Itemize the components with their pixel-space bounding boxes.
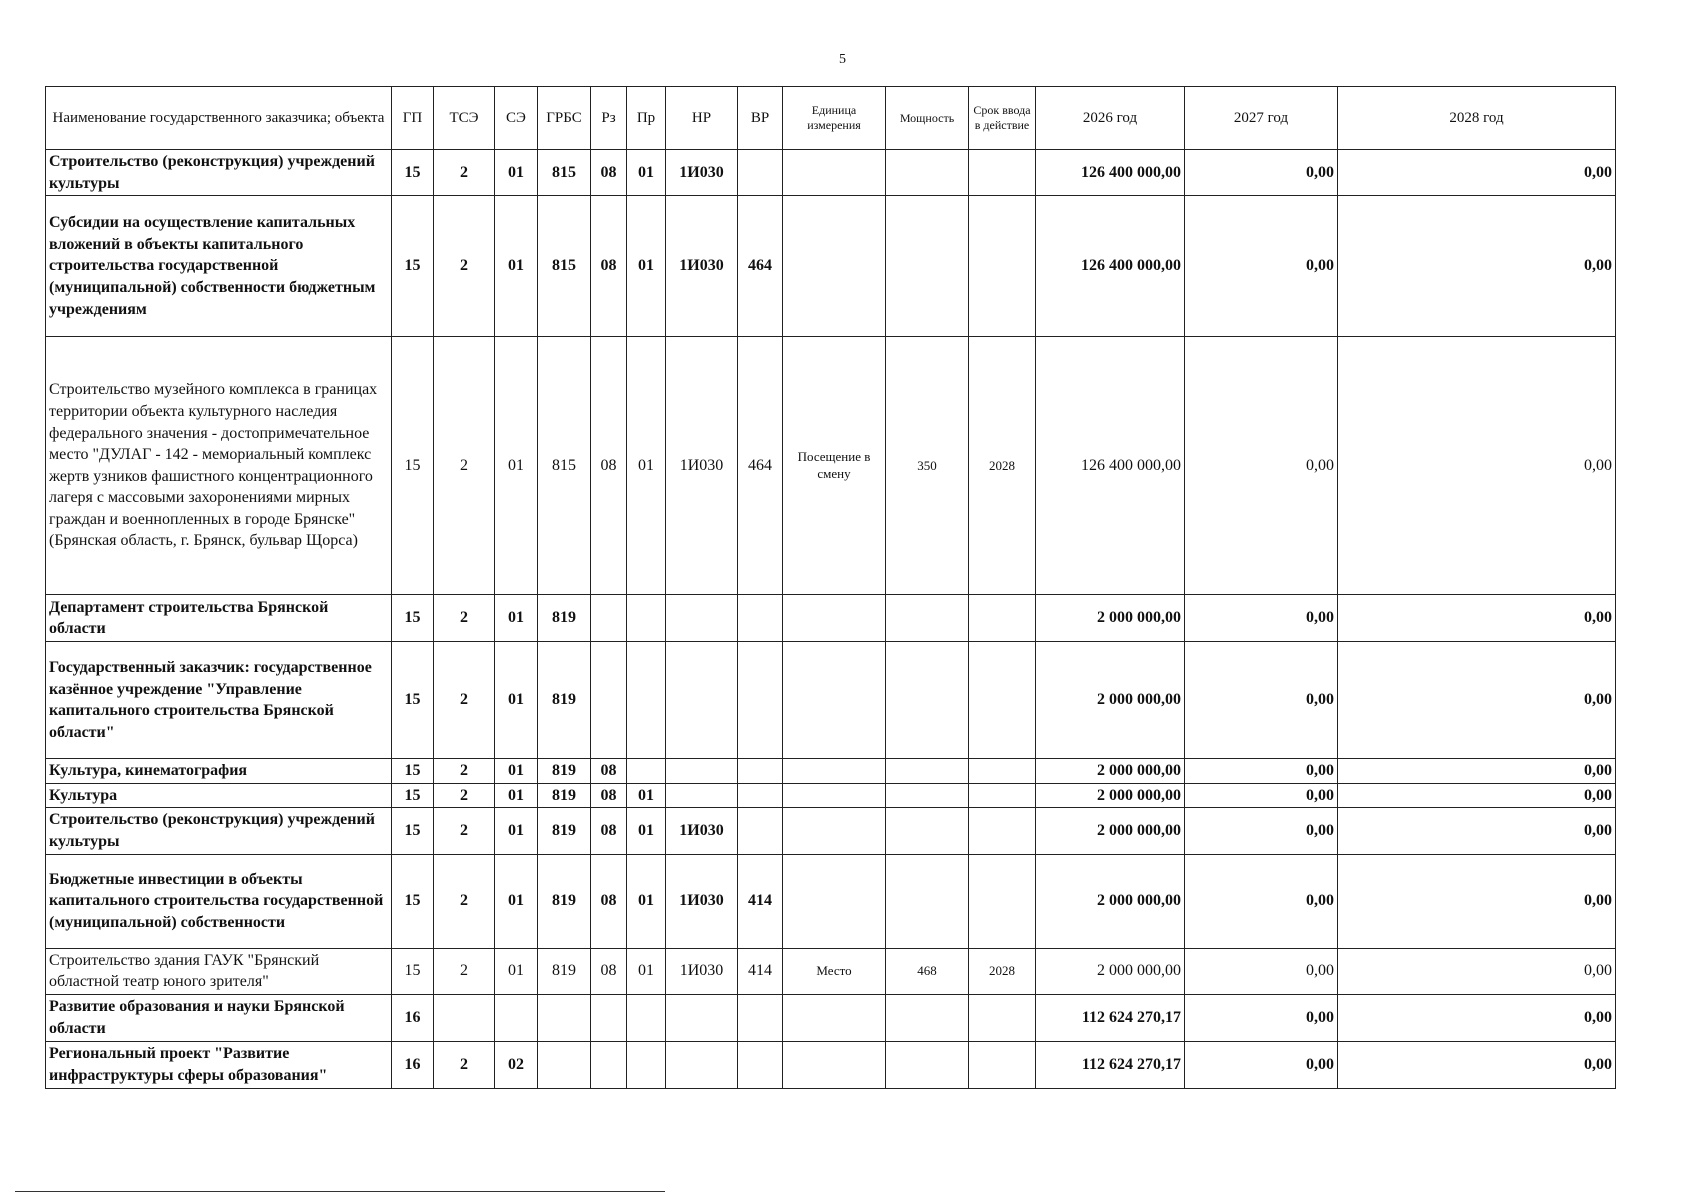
header-pr: Пр (627, 87, 666, 150)
cell-nr: 1И030 (666, 337, 738, 595)
cell-2027: 0,00 (1185, 150, 1338, 196)
cell-grbs: 819 (538, 642, 591, 759)
cell-tse: 2 (434, 1041, 495, 1088)
cell-se: 01 (495, 642, 538, 759)
cell-2027: 0,00 (1185, 595, 1338, 642)
cell-term (969, 150, 1036, 196)
cell-unit (783, 854, 886, 948)
cell-gp: 15 (392, 642, 434, 759)
cell-gp: 15 (392, 196, 434, 337)
header-se: СЭ (495, 87, 538, 150)
cell-2028: 0,00 (1338, 783, 1616, 808)
cell-2028: 0,00 (1338, 948, 1616, 994)
cell-nr (666, 595, 738, 642)
cell-tse: 2 (434, 948, 495, 994)
cell-rz: 08 (591, 150, 627, 196)
cell-nr (666, 994, 738, 1041)
header-vr: ВР (738, 87, 783, 150)
cell-term (969, 642, 1036, 759)
cell-se: 01 (495, 595, 538, 642)
cell-capacity (886, 150, 969, 196)
cell-gp: 16 (392, 1041, 434, 1088)
cell-2027: 0,00 (1185, 948, 1338, 994)
table-row (46, 948, 1616, 994)
table-row (46, 759, 1616, 784)
cell-nr (666, 642, 738, 759)
cell-term (969, 196, 1036, 337)
page-number: 5 (839, 52, 846, 67)
cell-capacity (886, 196, 969, 337)
cell-2026: 2 000 000,00 (1036, 854, 1185, 948)
cell-se: 01 (495, 150, 538, 196)
cell-nr: 1И030 (666, 808, 738, 854)
cell-gp: 15 (392, 948, 434, 994)
cell-nr: 1И030 (666, 854, 738, 948)
table-row (46, 196, 1616, 337)
header-unit: Единица измерения (783, 87, 886, 150)
cell-2027: 0,00 (1185, 196, 1338, 337)
footer-rule (15, 1191, 665, 1192)
cell-gp: 15 (392, 759, 434, 784)
cell-gp: 15 (392, 783, 434, 808)
cell-tse: 2 (434, 783, 495, 808)
cell-gp: 15 (392, 150, 434, 196)
cell-term: 2028 (969, 337, 1036, 595)
cell-grbs: 815 (538, 150, 591, 196)
cell-tse (434, 994, 495, 1041)
cell-nr (666, 783, 738, 808)
cell-2028: 0,00 (1338, 994, 1616, 1041)
table-row (46, 337, 1616, 595)
cell-term (969, 1041, 1036, 1088)
cell-pr: 01 (627, 808, 666, 854)
cell-grbs: 815 (538, 337, 591, 595)
cell-vr (738, 595, 783, 642)
cell-rz: 08 (591, 759, 627, 784)
cell-2027: 0,00 (1185, 808, 1338, 854)
header-capacity: Мощность (886, 87, 969, 150)
cell-vr: 414 (738, 948, 783, 994)
cell-unit: Место (783, 948, 886, 994)
table-row (46, 150, 1616, 196)
cell-vr: 464 (738, 337, 783, 595)
cell-unit (783, 994, 886, 1041)
cell-2027: 0,00 (1185, 642, 1338, 759)
cell-capacity (886, 783, 969, 808)
cell-2028: 0,00 (1338, 150, 1616, 196)
cell-pr: 01 (627, 150, 666, 196)
cell-pr (627, 759, 666, 784)
cell-2027: 0,00 (1185, 994, 1338, 1041)
cell-2028: 0,00 (1338, 759, 1616, 784)
row-name: Строительство (реконструкция) учреждений культуры (46, 150, 392, 196)
row-name: Культура (46, 783, 392, 808)
cell-capacity (886, 759, 969, 784)
cell-term (969, 808, 1036, 854)
cell-nr (666, 1041, 738, 1088)
cell-gp: 16 (392, 994, 434, 1041)
cell-unit: Посещение в смену (783, 337, 886, 595)
table-row (46, 595, 1616, 642)
cell-2026: 126 400 000,00 (1036, 337, 1185, 595)
cell-tse: 2 (434, 642, 495, 759)
cell-rz (591, 1041, 627, 1088)
cell-vr (738, 783, 783, 808)
cell-rz: 08 (591, 854, 627, 948)
cell-grbs: 819 (538, 948, 591, 994)
table-row (46, 808, 1616, 854)
cell-tse: 2 (434, 595, 495, 642)
cell-2028: 0,00 (1338, 854, 1616, 948)
row-name: Культура, кинематография (46, 759, 392, 784)
cell-2028: 0,00 (1338, 642, 1616, 759)
cell-unit (783, 1041, 886, 1088)
cell-rz (591, 595, 627, 642)
row-name: Государственный заказчик: государственное казённое учреждение "Управление капитального строительства Брянской области" (46, 642, 392, 759)
header-gp: ГП (392, 87, 434, 150)
cell-2026: 2 000 000,00 (1036, 783, 1185, 808)
cell-vr (738, 150, 783, 196)
row-name: Бюджетные инвестиции в объекты капитального строительства государственной (муниципальной) собственности (46, 854, 392, 948)
cell-2028: 0,00 (1338, 808, 1616, 854)
cell-nr: 1И030 (666, 196, 738, 337)
cell-rz (591, 642, 627, 759)
cell-2028: 0,00 (1338, 595, 1616, 642)
cell-pr (627, 994, 666, 1041)
cell-vr (738, 642, 783, 759)
cell-2027: 0,00 (1185, 783, 1338, 808)
header-nr: НР (666, 87, 738, 150)
cell-grbs (538, 1041, 591, 1088)
row-name: Строительство музейного комплекса в границах территории объекта культурного наследия федерального значения - достопримечательное место "ДУЛАГ - 142 - мемориальный комплекс жертв узников фашистного концентрационного лагеря с массовыми захоронениями мирных граждан и военнопленных в городе Брянске" (Брянская область, г. Брянск, бульвар Щорса) (46, 337, 392, 595)
cell-tse: 2 (434, 854, 495, 948)
cell-gp: 15 (392, 854, 434, 948)
table-row (46, 642, 1616, 759)
table-row (46, 854, 1616, 948)
cell-pr: 01 (627, 948, 666, 994)
cell-vr: 464 (738, 196, 783, 337)
cell-se: 02 (495, 1041, 538, 1088)
cell-capacity (886, 595, 969, 642)
cell-pr (627, 642, 666, 759)
cell-grbs (538, 994, 591, 1041)
cell-tse: 2 (434, 196, 495, 337)
cell-grbs: 819 (538, 759, 591, 784)
header-grbs: ГРБС (538, 87, 591, 150)
cell-vr: 414 (738, 854, 783, 948)
cell-se (495, 994, 538, 1041)
cell-capacity (886, 642, 969, 759)
cell-2026: 2 000 000,00 (1036, 595, 1185, 642)
cell-pr: 01 (627, 854, 666, 948)
cell-2027: 0,00 (1185, 337, 1338, 595)
cell-vr (738, 808, 783, 854)
cell-capacity (886, 994, 969, 1041)
header-rz: Рз (591, 87, 627, 150)
cell-rz: 08 (591, 337, 627, 595)
header-term: Срок ввода в действие (969, 87, 1036, 150)
cell-unit (783, 150, 886, 196)
cell-se: 01 (495, 196, 538, 337)
cell-term (969, 595, 1036, 642)
cell-pr: 01 (627, 196, 666, 337)
header-tse: ТСЭ (434, 87, 495, 150)
cell-nr: 1И030 (666, 150, 738, 196)
cell-rz: 08 (591, 196, 627, 337)
cell-nr (666, 759, 738, 784)
cell-2028: 0,00 (1338, 1041, 1616, 1088)
cell-se: 01 (495, 854, 538, 948)
cell-rz: 08 (591, 948, 627, 994)
cell-term (969, 994, 1036, 1041)
cell-2026: 2 000 000,00 (1036, 808, 1185, 854)
cell-unit (783, 642, 886, 759)
cell-grbs: 819 (538, 854, 591, 948)
cell-2028: 0,00 (1338, 196, 1616, 337)
cell-term (969, 854, 1036, 948)
cell-vr (738, 759, 783, 784)
header-2028: 2028 год (1338, 87, 1616, 150)
cell-rz: 08 (591, 783, 627, 808)
cell-2026: 126 400 000,00 (1036, 196, 1185, 337)
row-name: Строительство здания ГАУК "Брянский областной театр юного зрителя" (46, 948, 392, 994)
table-header-row (46, 87, 1616, 150)
cell-unit (783, 759, 886, 784)
header-name: Наименование государственного заказчика; объекта (46, 87, 392, 150)
budget-table (45, 86, 1616, 1089)
table-row (46, 1041, 1616, 1088)
cell-2027: 0,00 (1185, 1041, 1338, 1088)
row-name: Региональный проект "Развитие инфраструктуры сферы образования" (46, 1041, 392, 1088)
cell-capacity: 468 (886, 948, 969, 994)
cell-tse: 2 (434, 759, 495, 784)
cell-2027: 0,00 (1185, 854, 1338, 948)
table-row (46, 994, 1616, 1041)
cell-se: 01 (495, 808, 538, 854)
cell-grbs: 819 (538, 808, 591, 854)
cell-gp: 15 (392, 595, 434, 642)
cell-se: 01 (495, 948, 538, 994)
row-name: Департамент строительства Брянской области (46, 595, 392, 642)
cell-vr (738, 994, 783, 1041)
header-2027: 2027 год (1185, 87, 1338, 150)
cell-grbs: 819 (538, 595, 591, 642)
cell-capacity (886, 808, 969, 854)
cell-unit (783, 196, 886, 337)
table-row (46, 783, 1616, 808)
cell-term (969, 783, 1036, 808)
cell-se: 01 (495, 759, 538, 784)
cell-grbs: 815 (538, 196, 591, 337)
row-name: Развитие образования и науки Брянской области (46, 994, 392, 1041)
cell-vr (738, 1041, 783, 1088)
cell-se: 01 (495, 337, 538, 595)
cell-rz: 08 (591, 808, 627, 854)
cell-pr (627, 1041, 666, 1088)
cell-unit (783, 595, 886, 642)
cell-2028: 0,00 (1338, 337, 1616, 595)
header-2026: 2026 год (1036, 87, 1185, 150)
cell-unit (783, 783, 886, 808)
cell-tse: 2 (434, 150, 495, 196)
cell-2026: 126 400 000,00 (1036, 150, 1185, 196)
cell-capacity (886, 1041, 969, 1088)
cell-grbs: 819 (538, 783, 591, 808)
cell-term (969, 759, 1036, 784)
row-name: Строительство (реконструкция) учреждений культуры (46, 808, 392, 854)
cell-2026: 112 624 270,17 (1036, 994, 1185, 1041)
cell-2026: 112 624 270,17 (1036, 1041, 1185, 1088)
cell-gp: 15 (392, 337, 434, 595)
cell-tse: 2 (434, 337, 495, 595)
row-name: Субсидии на осуществление капитальных вложений в объекты капитального строительства государственной (муниципальной) собственности бюджетным учреждениям (46, 196, 392, 337)
cell-term: 2028 (969, 948, 1036, 994)
cell-rz (591, 994, 627, 1041)
cell-pr: 01 (627, 337, 666, 595)
cell-unit (783, 808, 886, 854)
cell-pr (627, 595, 666, 642)
cell-capacity (886, 854, 969, 948)
cell-2026: 2 000 000,00 (1036, 759, 1185, 784)
cell-nr: 1И030 (666, 948, 738, 994)
cell-se: 01 (495, 783, 538, 808)
cell-2027: 0,00 (1185, 759, 1338, 784)
cell-2026: 2 000 000,00 (1036, 642, 1185, 759)
cell-pr: 01 (627, 783, 666, 808)
cell-gp: 15 (392, 808, 434, 854)
cell-capacity: 350 (886, 337, 969, 595)
cell-2026: 2 000 000,00 (1036, 948, 1185, 994)
cell-tse: 2 (434, 808, 495, 854)
